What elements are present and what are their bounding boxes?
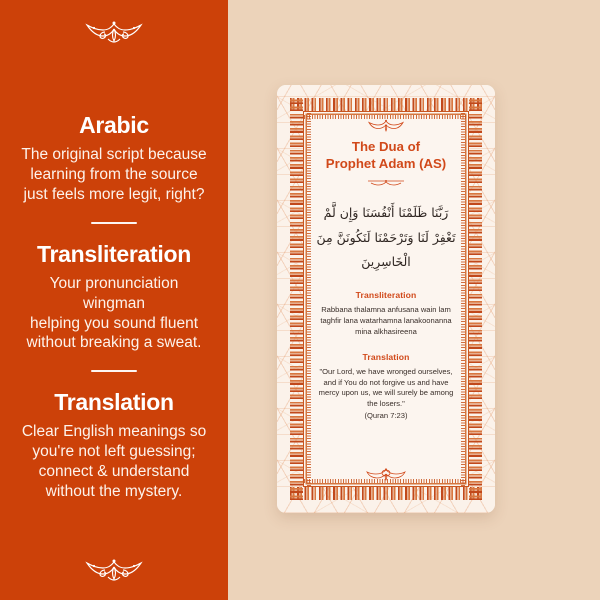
quran-reference: (Quran 7:23) <box>364 410 408 420</box>
transliteration-heading: Transliteration <box>355 290 417 301</box>
bottom-flourish-ornament-icon <box>78 556 150 586</box>
dua-card <box>277 85 495 513</box>
inner-hatch-left <box>307 112 311 486</box>
top-flourish-ornament-icon <box>78 18 150 48</box>
feature-arabic <box>12 112 216 204</box>
card-stage <box>228 0 600 600</box>
feature-body-transliteration: Your pronunciation wingman helping you sound fluent without breaking a sweat. <box>26 274 202 352</box>
border-band-bottom <box>290 487 482 500</box>
feature-transliteration <box>12 241 216 353</box>
card-bottom-ornament-icon <box>364 467 408 481</box>
card-title: The Dua of Prophet Adam (AS) <box>325 139 447 171</box>
feature-body-arabic: The original script because learning from the source just feels more legit, right? <box>21 146 207 204</box>
feature-title-transliteration: Transliteration <box>37 240 191 267</box>
inner-hatch-right <box>461 112 465 486</box>
features-panel <box>0 0 228 600</box>
translation-text: "Our Lord, we have wronged ourselves, and if You do not forgive us and have mercy upon us, we will surely be among the losers." <box>318 366 454 409</box>
dua-content <box>313 119 459 481</box>
feature-title-translation: Translation <box>54 389 174 416</box>
card-title-ornament-icon <box>366 177 406 190</box>
section-divider <box>91 222 137 224</box>
feature-title-arabic: Arabic <box>79 112 149 139</box>
border-band-right <box>469 98 482 500</box>
translation-heading: Translation <box>362 351 410 362</box>
section-divider <box>91 370 137 372</box>
feature-body-translation: Clear English meanings so you're not left guessing; connect & understand without the mystery. <box>21 423 207 500</box>
card-top-ornament-icon <box>366 119 406 132</box>
feature-translation <box>12 389 216 501</box>
border-band-left <box>290 98 303 500</box>
feature-list <box>12 72 216 542</box>
transliteration-text: Rabbana thalamna anfusana wain lam taghfir lana watarhamna lanakoonanna mina alkhasireena <box>320 305 452 336</box>
border-band-top <box>290 98 482 111</box>
arabic-text: رَبَّنَا ظَلَمْنَا أَنْفُسَنَا وَإِن لَّمْ تَغْفِرْ لَنَا وَتَرْحَمْنَا لَنَكُونَنَّ مِنَ الْخَاسِرِينَ <box>316 205 456 269</box>
